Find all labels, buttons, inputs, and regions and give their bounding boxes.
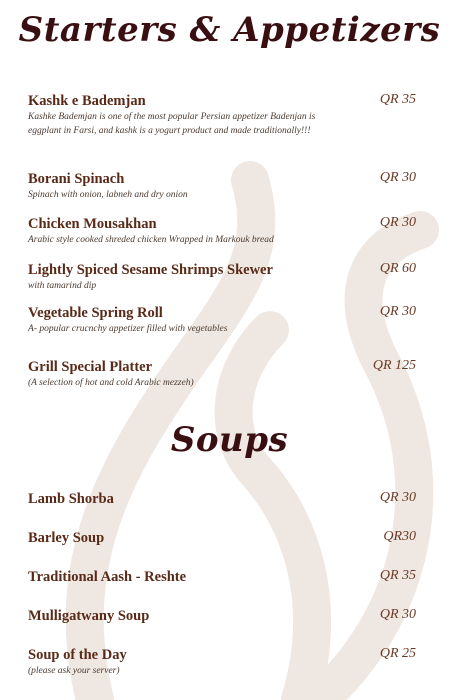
item-price: QR 30 — [379, 170, 416, 185]
starters-title: Starters & Appetizers — [18, 10, 441, 50]
item-price: QR 30 — [379, 607, 416, 622]
item-name: Kashk e Bademjan — [28, 93, 146, 109]
item-price: QR 30 — [379, 215, 416, 230]
soups-title: Soups — [170, 420, 289, 460]
item-name: Chicken Mousakhan — [28, 216, 157, 232]
item-name: Traditional Aash - Reshte — [28, 569, 187, 585]
item-name: Soup of the Day — [28, 647, 127, 663]
menu-item-sesame-shrimps-skewer — [28, 261, 438, 293]
item-price: QR 60 — [379, 261, 416, 276]
item-name: Mulligatwany Soup — [28, 608, 150, 624]
item-description: (A selection of hot and cold Arabic mezzeh) — [28, 378, 194, 388]
item-price: QR 125 — [372, 358, 416, 373]
menu-item-mulligatwany-soup — [28, 607, 438, 625]
item-description: Kashke Bademjan is one of the most popular Persian appetizer Badenjan is eggplant in Farsi, and kashk is a yogurt product and made traditionally!!! — [28, 112, 316, 136]
menu-item-chicken-mousakhan — [28, 215, 438, 247]
item-name: Borani Spinach — [28, 171, 125, 187]
item-price: QR 35 — [379, 92, 416, 107]
item-description: Spinach with onion, labneh and dry onion — [28, 190, 188, 200]
item-price: QR 25 — [379, 646, 416, 661]
menu-item-borani-spinach — [28, 170, 438, 202]
item-price: QR 35 — [379, 568, 416, 583]
item-description: (please ask your server) — [28, 666, 120, 676]
menu-item-vegetable-spring-roll — [28, 304, 438, 336]
item-description: A- popular crucnchy appetizer filled with vegetables — [28, 324, 228, 334]
item-price: QR 30 — [379, 304, 416, 319]
item-name: Grill Special Platter — [28, 359, 153, 375]
menu-item-barley-soup — [28, 529, 438, 547]
item-name: Lightly Spiced Sesame Shrimps Skewer — [28, 262, 273, 278]
item-price: QR30 — [383, 529, 416, 544]
menu-item-lamb-shorba — [28, 490, 438, 508]
item-name: Vegetable Spring Roll — [28, 305, 163, 321]
menu-item-soup-of-the-day — [28, 646, 438, 678]
item-description: with tamarind dip — [28, 281, 97, 291]
menu-item-grill-special-platter — [28, 358, 438, 390]
menu-item-traditional-aash-reshte — [28, 568, 438, 586]
item-description: Arabic style cooked shreded chicken Wrapped in Markouk bread — [28, 235, 274, 245]
item-name: Lamb Shorba — [28, 491, 114, 507]
menu-item-kashk-e-bademjan — [28, 92, 438, 138]
item-name: Barley Soup — [28, 530, 105, 546]
item-price: QR 30 — [379, 490, 416, 505]
